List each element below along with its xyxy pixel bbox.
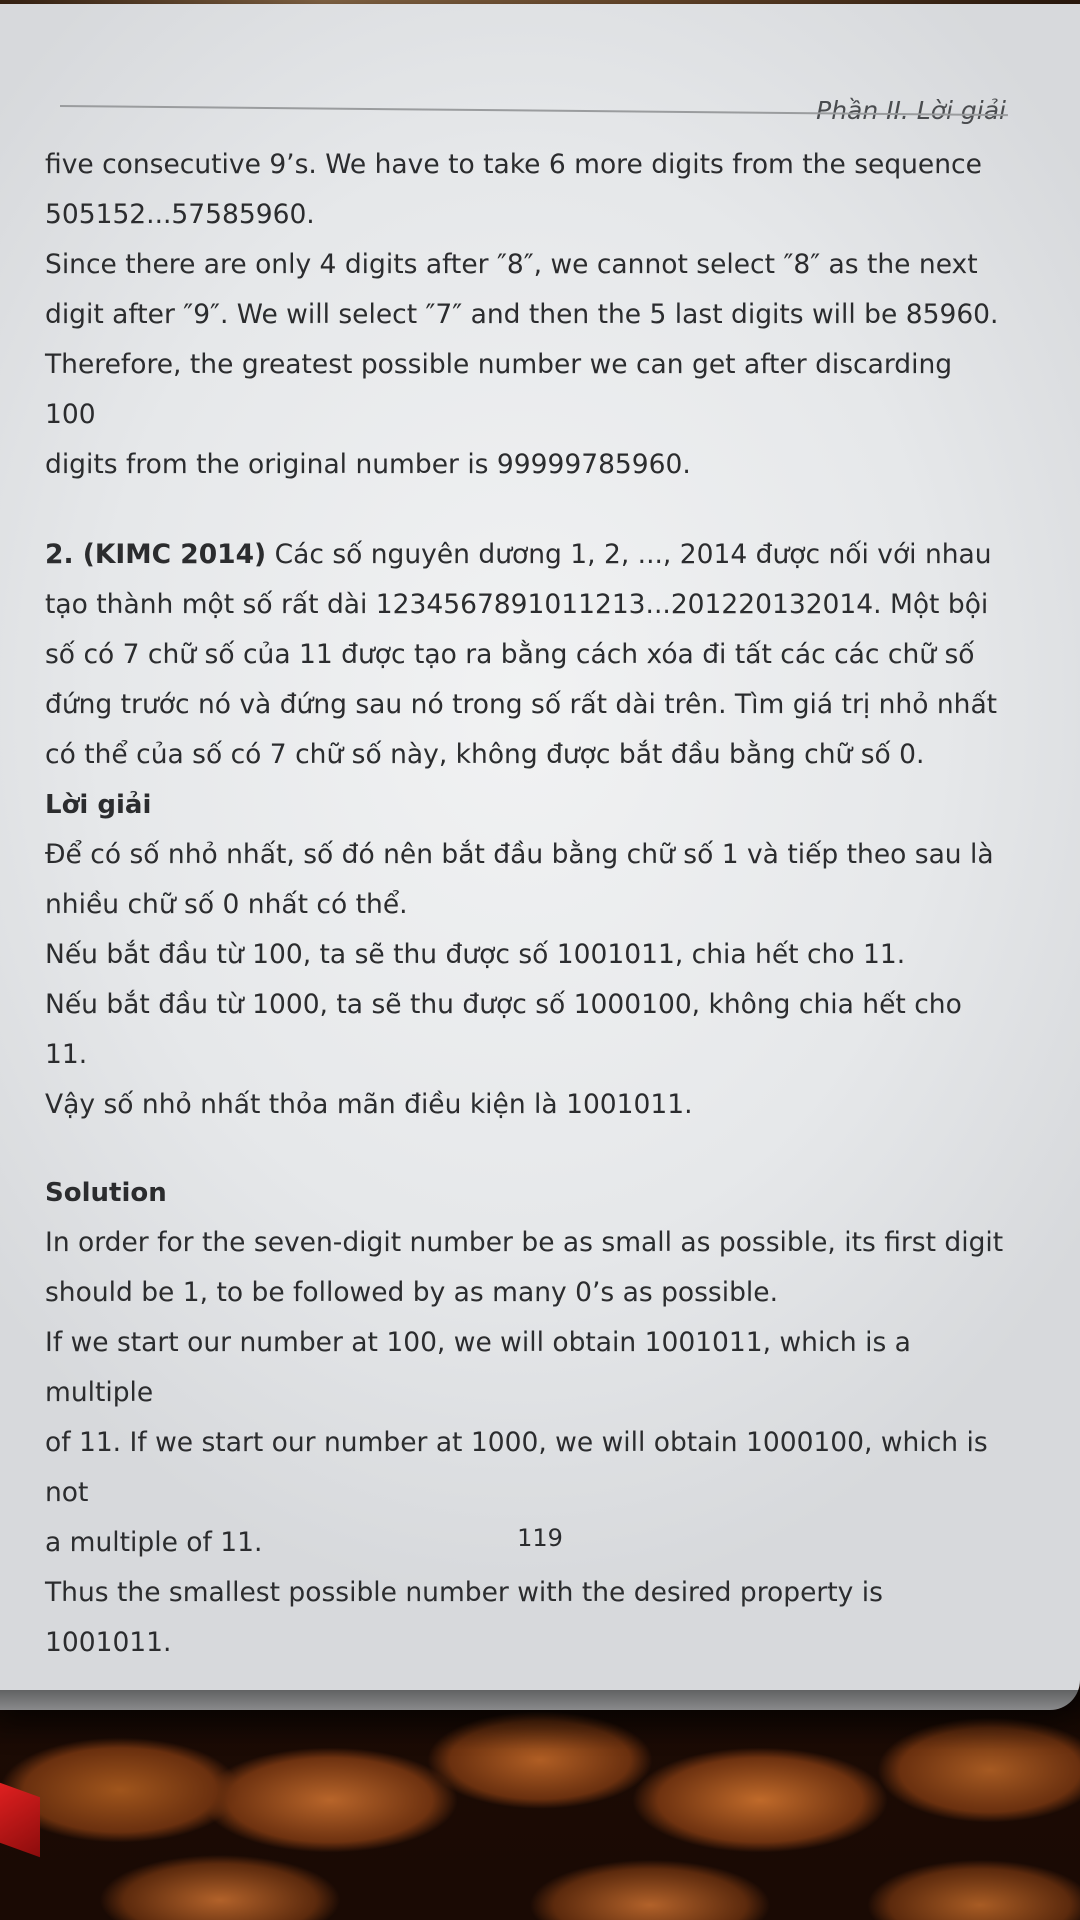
solution-heading-en: Solution [45,1178,167,1208]
problem-first-line [45,530,1007,580]
text-line: tạo thành một số rất dài 1234567891011213...201220132014. Một bội [45,589,989,620]
text-line: Therefore, the greatest possible number we can get after discarding 100 [45,349,953,430]
problem-text: Các số nguyên dương 1, 2, ..., 2014 được nối với nhau [266,539,992,570]
text-line: Để có số nhỏ nhất, số đó nên bắt đầu bằng chữ số 1 và tiếp theo sau là [45,839,994,870]
book-page [0,4,1080,1710]
problem-label: 2. (KIMC 2014) [45,539,267,570]
text-line: Nếu bắt đầu từ 1000, ta sẽ thu được số 1000100, không chia hết cho 11. [45,989,962,1070]
text-line: If we start our number at 100, we will obtain 1001011, which is a multiple [45,1327,911,1408]
solution-heading-vi: Lời giải [45,790,152,820]
text-line: digits from the original number is 99999785960. [45,449,691,480]
text-line: 505152...57585960. [45,199,315,230]
text-line: Nếu bắt đầu từ 100, ta sẽ thu được số 1001011, chia hết cho 11. [45,939,906,970]
running-head: Phần II. Lời giải [816,96,1006,125]
text-line: số có 7 chữ số của 11 được tạo ra bằng cách xóa đi tất các các chữ số [45,639,975,670]
text-line: Since there are only 4 digits after ″8″, we cannot select ″8″ as the next [45,249,978,280]
text-line: In order for the seven-digit number be as small as possible, its first digit [45,1227,1004,1258]
text-line: digit after ″9″. We will select ″7″ and then the 5 last digits will be 85960. [45,299,999,330]
text-line: of 11. If we start our number at 1000, we will obtain 1000100, which is not [45,1427,988,1508]
spacer [45,1130,1007,1168]
page-number: 119 [517,1524,563,1552]
text-line: five consecutive 9’s. We have to take 6 more digits from the sequence [45,149,982,180]
page-shadow [0,1690,1080,1750]
page-content [45,140,1007,1668]
text-line: đứng trước nó và đứng sau nó trong số rất dài trên. Tìm giá trị nhỏ nhất [45,689,998,720]
text-line: Vậy số nhỏ nhất thỏa mãn điều kiện là 1001011. [45,1089,693,1120]
text-line: nhiều chữ số 0 nhất có thể. [45,889,408,920]
red-object [0,1783,40,1858]
text-line: Thus the smallest possible number with the desired property is 1001011. [45,1577,883,1658]
text-line: có thể của số có 7 chữ số này, không được bắt đầu bằng chữ số 0. [45,739,925,770]
text-line: a multiple of 11. [45,1527,263,1558]
spacer [45,490,1007,530]
text-line: should be 1, to be followed by as many 0’s as possible. [45,1277,779,1308]
